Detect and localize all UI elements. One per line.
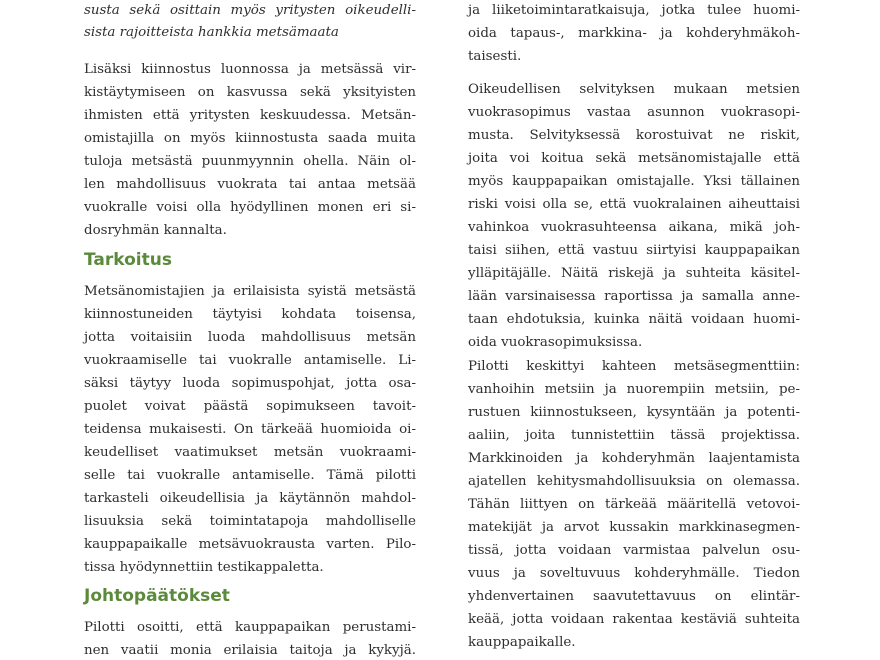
text-line: ja liiketoimintaratkaisuja, jotka tulee huomi- <box>468 3 800 18</box>
text-line: nen vaatii monia erilaisia taitoja ja kykyjä. <box>84 643 416 658</box>
text-line: kiinnostuneiden täytyisi kohdata toisensa, <box>84 307 416 322</box>
text-line: oida vuokrasopimuksissa. <box>468 335 643 350</box>
text-line: tissa hyödynnettiin testikappaletta. <box>84 560 324 575</box>
text-line: taan ehdotuksia, kuinka näitä voidaan huomi- <box>468 312 800 327</box>
text-line: vahinkoa vuokrasuhteensa aikana, mikä joh- <box>468 220 800 235</box>
text-line: musta. Selvityksessä korostuivat ne riskit, <box>468 128 800 143</box>
text-line: ajatellen kehitysmahdollisuuksia on olemassa. <box>468 474 800 489</box>
text-line: puolet voivat päästä sopimukseen tavoit- <box>84 399 416 414</box>
text-line: rustuen kiinnostukseen, kysyntään ja potenti- <box>468 405 800 420</box>
text-line: tarkasteli oikeudellisia ja käytännön mahdol- <box>84 491 416 506</box>
text-line: matekijät ja arvot kussakin markkinasegmen- <box>468 520 800 535</box>
text-line: teidensa mukaisesti. On tärkeää huomioida oi- <box>84 422 416 437</box>
text-line: tuloja metsästä puunmyynnin ohella. Näin ol- <box>84 154 416 169</box>
text-line: Pilotti keskittyi kahteen metsäsegmenttiin: <box>468 359 800 374</box>
text-line: vanhoihin metsiin ja nuorempiin metsiin, pe- <box>468 382 800 397</box>
text-line: oida tapaus-, markkina- ja kohderyhmäkoh- <box>468 26 800 41</box>
text-line: Oikeudellisen selvityksen mukaan metsien <box>468 82 800 97</box>
text-line: lään varsinaisessa raportissa ja samalla anne- <box>468 289 800 304</box>
text-line: vuus ja soveltuvuus kohderyhmälle. Tiedon <box>468 566 800 581</box>
text-line: Markkinoiden ja kohderyhmän laajentamista <box>468 451 800 466</box>
text-line: joita voi koitua sekä metsänomistajalle että <box>468 151 800 166</box>
text-line: Lisäksi kiinnostus luonnossa ja metsässä vir- <box>84 62 416 77</box>
text-line: taisesti. <box>468 49 522 64</box>
text-line: riski voisi olla se, että vuokralainen aiheuttaisi <box>468 197 800 212</box>
section-heading-purpose: Tarkoitus <box>84 250 172 270</box>
text-line: yhdenvertainen saavutettavuus on elintär- <box>468 589 800 604</box>
text-line: kauppapaikalle. <box>468 635 576 650</box>
text-line: ylläpitäjälle. Näitä riskejä ja suhteita käsitel- <box>468 266 800 281</box>
text-line: ihmisten että yritysten keskuudessa. Metsän- <box>84 108 416 123</box>
text-line: susta sekä osittain myös yritysten oikeudelli- <box>84 3 416 18</box>
text-line: kistäytymiseen on kasvussa sekä yksityisten <box>84 85 416 100</box>
text-line: sista rajoitteista hankkia metsämaata <box>84 25 339 40</box>
text-line: Tähän liittyen on tärkeää määritellä vetovoi- <box>468 497 800 512</box>
text-line: keää, jotta voidaan rakentaa kestäviä suhteita <box>468 612 800 627</box>
text-line: vuokrasopimus vastaa asunnon vuokrasopi- <box>468 105 800 120</box>
text-line: Metsänomistajien ja erilaisista syistä metsästä <box>84 284 416 299</box>
text-line: omistajilla on myös kiinnostusta saada muita <box>84 131 416 146</box>
text-line: len mahdollisuus vuokrata tai antaa metsää <box>84 177 416 192</box>
text-line: selle tai vuokralle antamiselle. Tämä pilotti <box>84 468 416 483</box>
text-line: aaliin, joita tunnistettiin tässä projektissa. <box>468 428 800 443</box>
text-line: lisuuksia sekä toimintatapoja mahdolliselle <box>84 514 416 529</box>
text-line: säksi täytyy luoda sopimuspohjat, jotta osa- <box>84 376 416 391</box>
text-line: tissä, jotta voidaan varmistaa palvelun osu- <box>468 543 800 558</box>
text-line: taisi siihen, että vastuu siirtyisi kauppapaikan <box>468 243 800 258</box>
section-heading-conclusions: Johtopäätökset <box>84 586 230 606</box>
text-line: vuokralle voisi olla hyödyllinen monen eri si- <box>84 200 416 215</box>
text-line: vuokraamiselle tai vuokralle antamiselle. Li- <box>84 353 416 368</box>
text-line: jotta voitaisiin luoda mahdollisuus metsän <box>84 330 416 345</box>
text-line: myös kauppapaikan omistajalle. Yksi tällainen <box>468 174 800 189</box>
text-line: keudelliset vaatimukset metsän vuokraami- <box>84 445 416 460</box>
text-line: Pilotti osoitti, että kauppapaikan perustami- <box>84 620 416 635</box>
text-line: kauppapaikalle metsävuokrausta varten. Pilo- <box>84 537 416 552</box>
text-line: dosryhmän kannalta. <box>84 223 227 238</box>
